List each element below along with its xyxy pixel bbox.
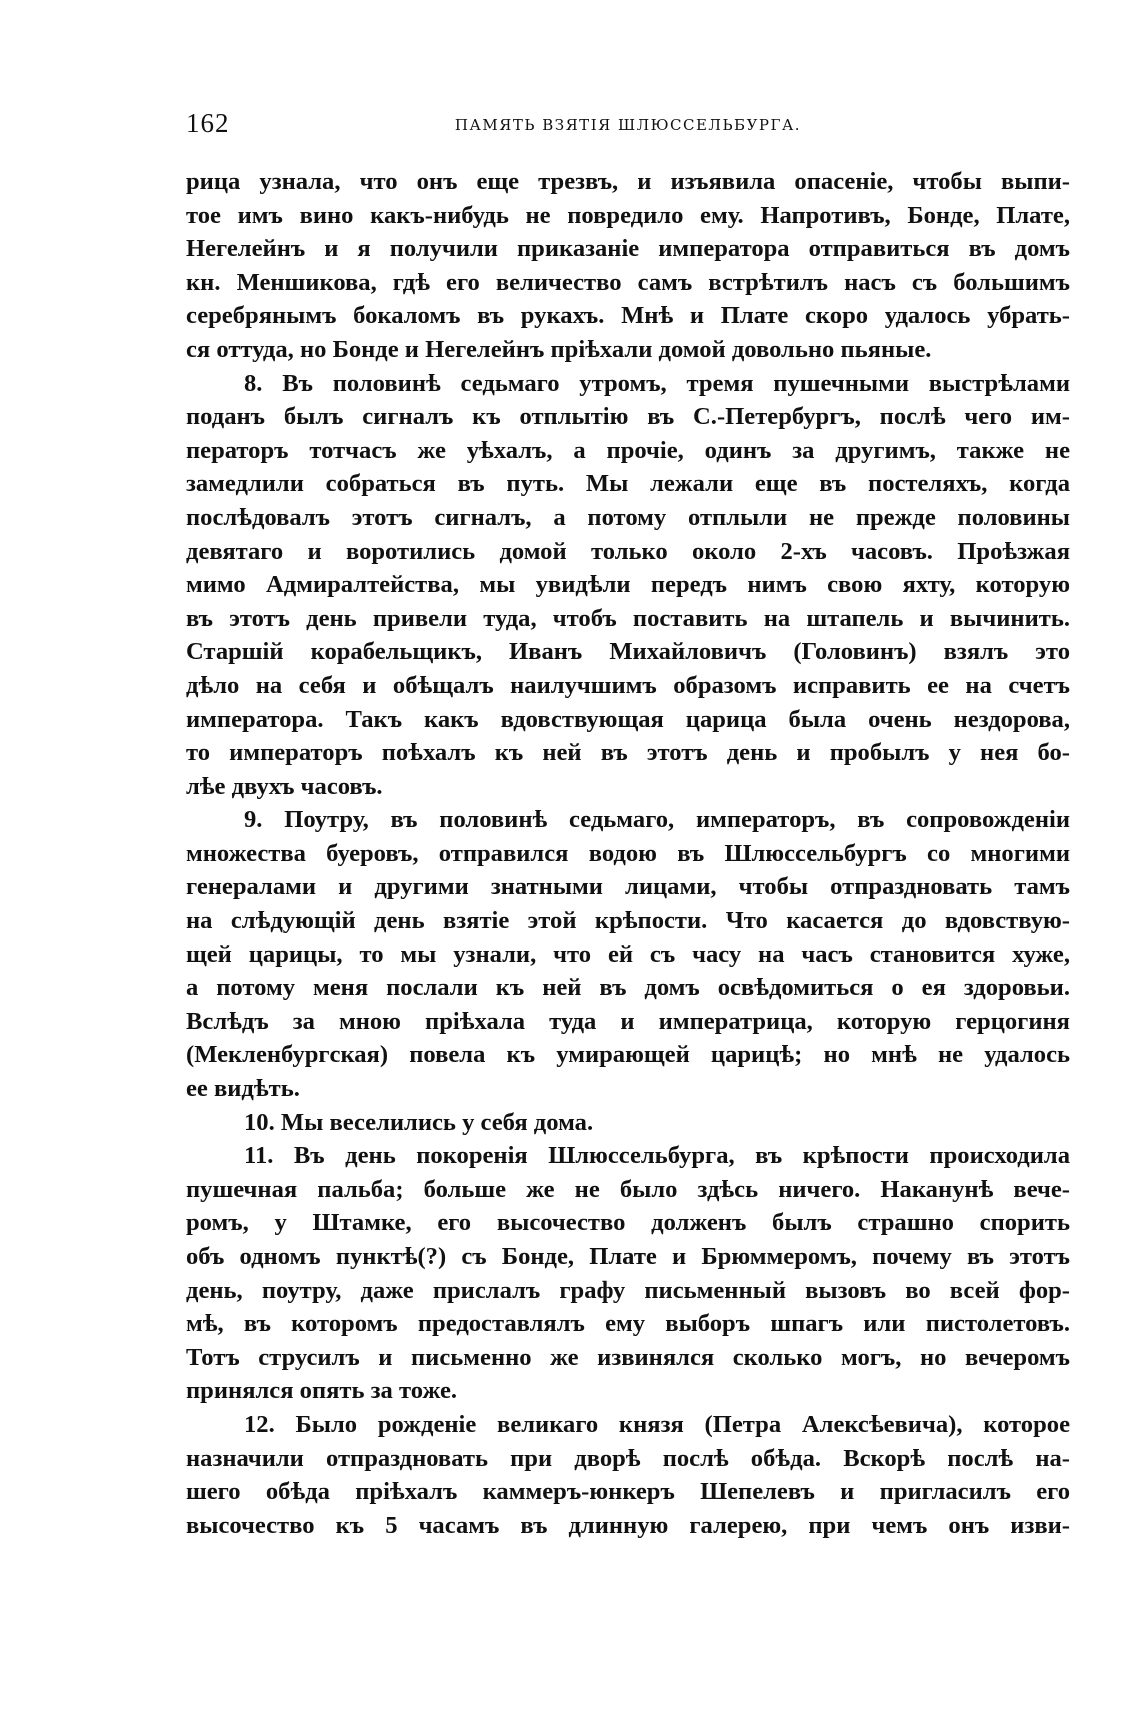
text-line: серебрянымъ бокаломъ въ рукахъ. Мнѣ и Плате скоро удалось убрать- — [186, 302, 1070, 330]
text-line: Тотъ струсилъ и письменно же извинялся сколько могъ, но вечеромъ — [186, 1343, 1070, 1371]
paragraph — [186, 803, 1070, 1105]
text-line: 8. Въ половинѣ седьмаго утромъ, тремя пушечными выстрѣлами — [244, 369, 1070, 397]
text-line: (Мекленбургская) повела къ умирающей царицѣ; но мнѣ не удалось — [186, 1041, 1070, 1069]
text-line: императора. Такъ какъ вдовствующая царица была очень нездорова, — [186, 705, 1070, 733]
paragraph — [186, 1408, 1070, 1542]
page-number: 162 — [186, 108, 230, 138]
paragraph — [186, 1106, 1070, 1140]
text-line: объ одномъ пунктѣ(?) съ Бонде, Плате и Брюммеромъ, почему въ этотъ — [186, 1243, 1070, 1270]
text-line: поданъ былъ сигналъ къ отплытію въ С.-Петербургъ, послѣ чего им- — [186, 403, 1070, 431]
text-line: въ этотъ день привели туда, чтобъ поставить на штапель и вычинить. — [186, 604, 1070, 632]
text-line: ператоръ тотчасъ же уѣхалъ, а прочіе, одинъ за другимъ, также не — [186, 436, 1070, 464]
text-line: то императоръ поѣхалъ къ ней въ этотъ день и пробылъ у нея бо- — [186, 739, 1070, 767]
text-line: Негелейнъ и я получили приказаніе императора отправиться въ домъ — [186, 235, 1070, 263]
text-line: 10. Мы веселились у себя дома. — [244, 1108, 594, 1136]
text-line: дѣло на себя и обѣщалъ наилучшимъ образомъ исправить ее на счетъ — [186, 671, 1070, 699]
text-line: лѣе двухъ часовъ. — [186, 772, 383, 800]
text-line: а потому меня послали къ ней въ домъ освѣдомиться о ея здоровьи. — [186, 974, 1070, 1002]
text-line: щей царицы, то мы узнали, что ей съ часу на часъ становится хуже, — [186, 940, 1070, 968]
text-line: высочество къ 5 часамъ въ длинную галерею, при чемъ онъ изви- — [186, 1511, 1070, 1539]
page-header — [186, 108, 1070, 148]
body-text — [186, 165, 1070, 1542]
paragraph — [186, 165, 1070, 367]
text-line: рица узнала, что онъ еще трезвъ, и изъявила опасеніе, чтобы выпи- — [186, 168, 1070, 195]
text-line: тое имъ вино какъ-нибудь не повредило ему. Напротивъ, Бонде, Плате, — [186, 201, 1070, 229]
text-line: ромъ, у Штамке, его высочество долженъ былъ страшно спорить — [186, 1209, 1070, 1237]
text-line: на слѣдующій день взятіе этой крѣпости. Что касается до вдовствую- — [186, 907, 1070, 935]
text-line: ее видѣть. — [186, 1075, 300, 1103]
text-line: 12. Было рожденіе великаго князя (Петра Алексѣевича), которое — [244, 1410, 1070, 1438]
text-line: множества буеровъ, отправился водою въ Шлюссельбургъ со многими — [186, 839, 1070, 867]
text-line: Вслѣдъ за мною пріѣхала туда и императрица, которую герцогиня — [186, 1007, 1070, 1035]
text-line: мимо Адмиралтейства, мы увидѣли передъ нимъ свою яхту, которую — [186, 571, 1070, 599]
text-line: мѣ, въ которомъ предоставлялъ ему выборъ шпагъ или пистолетовъ. — [186, 1310, 1070, 1338]
text-line: Старшій корабельщикъ, Иванъ Михайловичъ (Головинъ) взялъ это — [186, 638, 1070, 666]
text-line: 9. Поутру, въ половинѣ седьмаго, императоръ, въ сопровожденіи — [244, 806, 1070, 834]
paragraph — [186, 367, 1070, 804]
running-title: ПАМЯТЬ ВЗЯТІЯ ШЛЮССЕЛЬБУРГА. — [454, 116, 802, 134]
text-line: кн. Меншикова, гдѣ его величество самъ встрѣтилъ насъ съ большимъ — [186, 268, 1070, 296]
text-line: генералами и другими знатными лицами, чтобы отпраздновать тамъ — [186, 873, 1070, 901]
paragraph — [186, 1139, 1070, 1408]
text-line: послѣдовалъ этотъ сигналъ, а потому отплыли не прежде половины — [186, 503, 1070, 531]
text-line: девятаго и воротились домой только около 2-хъ часовъ. Проѣзжая — [186, 537, 1070, 565]
text-line: день, поутру, даже прислалъ графу письменный вызовъ во всей фор- — [186, 1276, 1070, 1304]
text-line: ся оттуда, но Бонде и Негелейнъ пріѣхали домой довольно пьяные. — [186, 335, 932, 363]
text-line: назначили отпраздновать при дворѣ послѣ обѣда. Вскорѣ послѣ на- — [186, 1444, 1070, 1472]
text-line: пушечная пальба; больше же не было здѣсь ничего. Наканунѣ вече- — [186, 1175, 1070, 1203]
text-line: замедлили собраться въ путь. Мы лежали еще въ постеляхъ, когда — [186, 470, 1070, 498]
text-line: принялся опять за тоже. — [186, 1377, 458, 1405]
text-line: 11. Въ день покоренія Шлюссельбурга, въ крѣпости происходила — [244, 1142, 1070, 1170]
text-line: шего обѣда пріѣхалъ каммеръ-юнкеръ Шепелевъ и пригласилъ его — [186, 1478, 1070, 1506]
